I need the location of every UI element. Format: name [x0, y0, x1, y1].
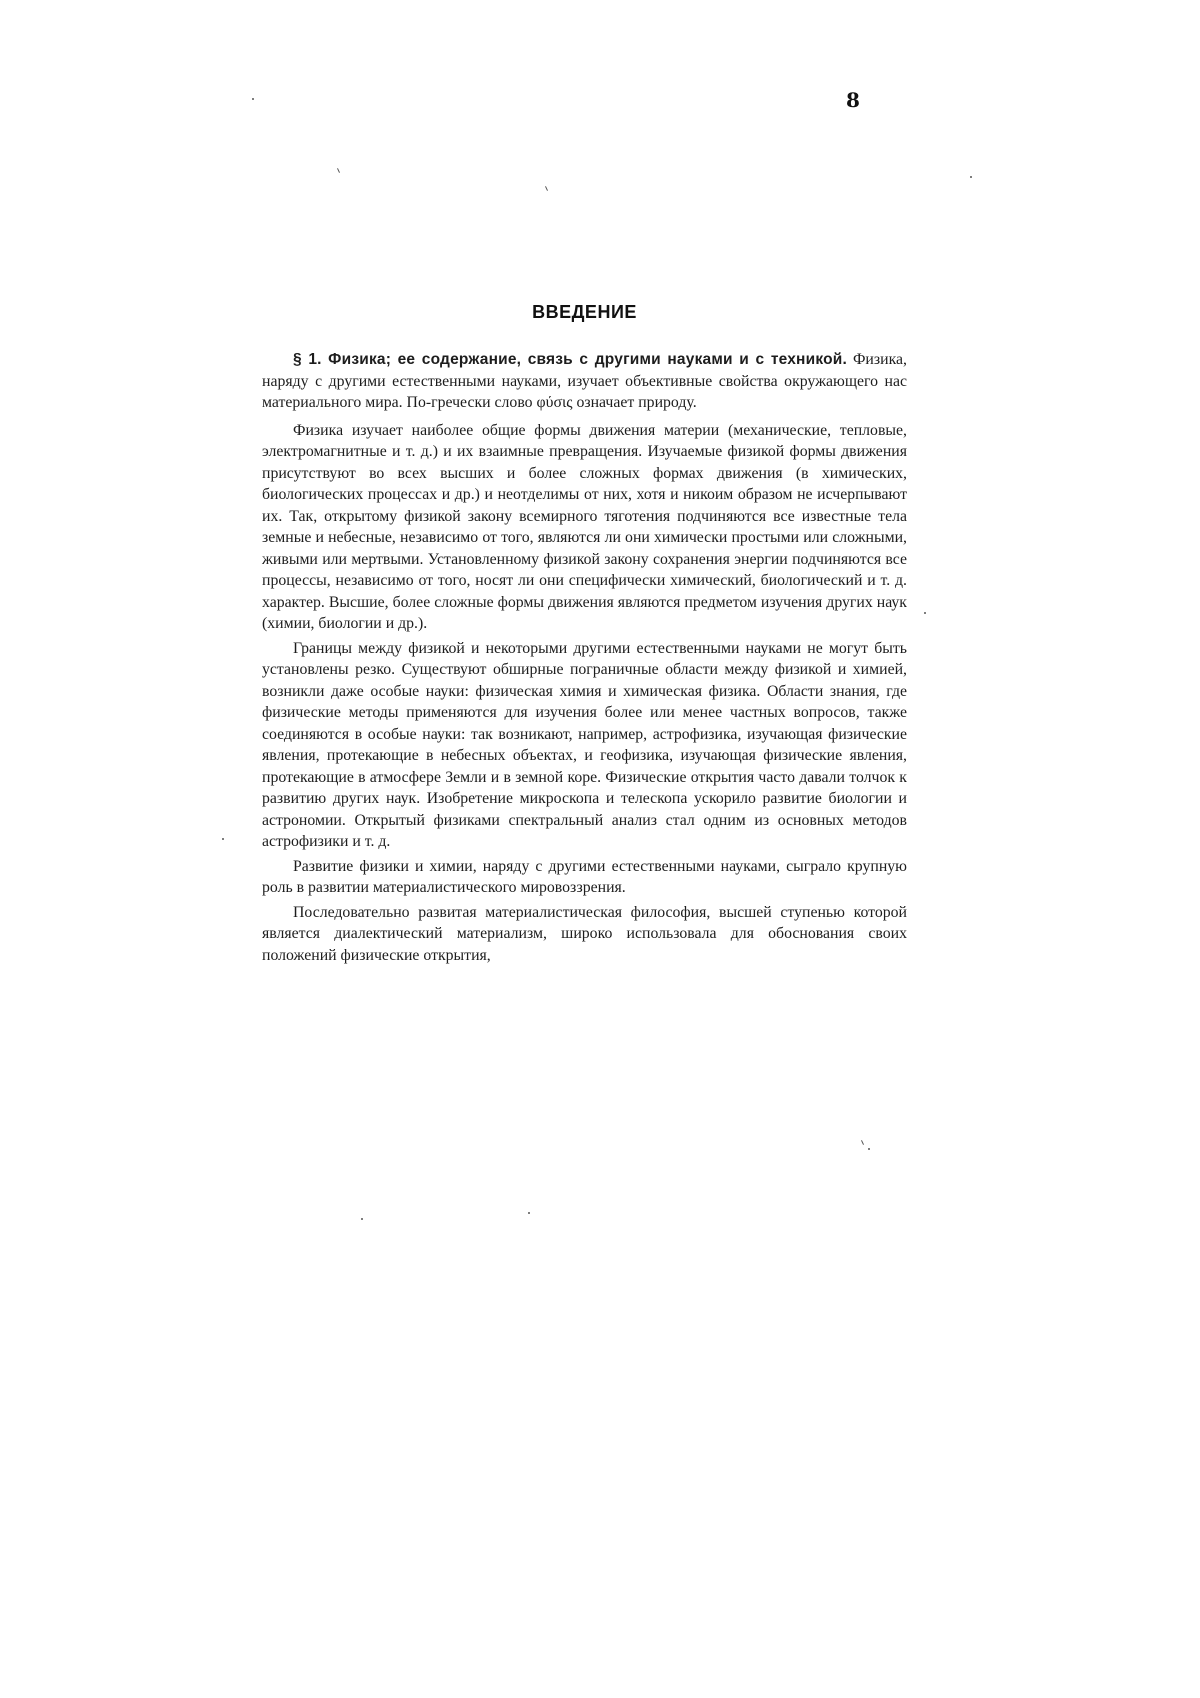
scan-speck [868, 1148, 870, 1150]
scan-speck [528, 1212, 530, 1214]
chapter-heading: ВВЕДЕНИЕ [532, 302, 637, 322]
scan-speck [861, 1140, 864, 1145]
scan-speck [337, 168, 340, 173]
section-title: § 1. Физика; ее содержание, связь с другими науками и с техникой. [293, 351, 847, 368]
section-text: Физика, наряду с другими естественными науками, изучает объективные свойства окружающего нас материального мира. По-гречески слово φύσις означает природу. [262, 351, 907, 411]
page-body [262, 302, 907, 969]
page-number: 8 [846, 88, 860, 112]
section-paragraph [262, 349, 907, 414]
body-paragraph-2: Границы между физикой и некоторыми другими естественными науками не могут быть установлены резко. Существуют обширные пограничные области между физикой и химией, возникли даже особые науки: физическая химия и химическая физика. Области знания, где физические методы применяются для изучения более или менее частных вопросов, также соединяются в особые науки: так возникают, например, астрофизика, изучающая физические явления, протекающие в небесных объектах, и геофизика, изучающая физические явления, протекающие в атмосфере Земли и в земной коре. Физические открытия часто давали толчок к развитию других наук. Изобретение микроскопа и телескопа ускорило развитие биологии и астрономии. Открытый физиками спектральный анализ стал одним из основных методов астрофизики и т. д. [262, 639, 907, 850]
scan-speck [545, 186, 548, 191]
scan-speck [222, 838, 224, 840]
scan-speck [924, 612, 926, 614]
body-paragraph-3: Развитие физики и химии, наряду с другими естественными науками, сыграло крупную роль в развитии материалистического мировоззрения. [262, 857, 907, 896]
body-paragraph-4: Последовательно развитая материалистическая философия, высшей ступенью которой является диалектический материализм, широко использовала для обоснования своих положений физические открытия, [262, 903, 907, 964]
scan-speck [361, 1218, 363, 1220]
body-paragraph-1: Физика изучает наиболее общие формы движения материи (механические, тепловые, электромагнитные и т. д.) и их взаимные превращения. Изучаемые физикой формы движения присутствуют во всех высших и более сложных формах движения (в химических, биологических процессах и др.) и неотделимы от них, хотя и никоим образом не исчерпывают их. Так, открытому физикой закону всемирного тяготения подчиняются все известные тела земные и небесные, независимо от того, являются ли они химически простыми или сложными, живыми или мертвыми. Установленному физикой закону сохранения энергии подчиняются все процессы, независимо от того, носят ли они специфически химический, биологический и т. д. характер. Высшие, более сложные формы движения являются предметом изучения других наук (химии, биологии и др.). [262, 421, 907, 632]
scan-speck [252, 98, 254, 100]
scan-speck [970, 176, 972, 178]
